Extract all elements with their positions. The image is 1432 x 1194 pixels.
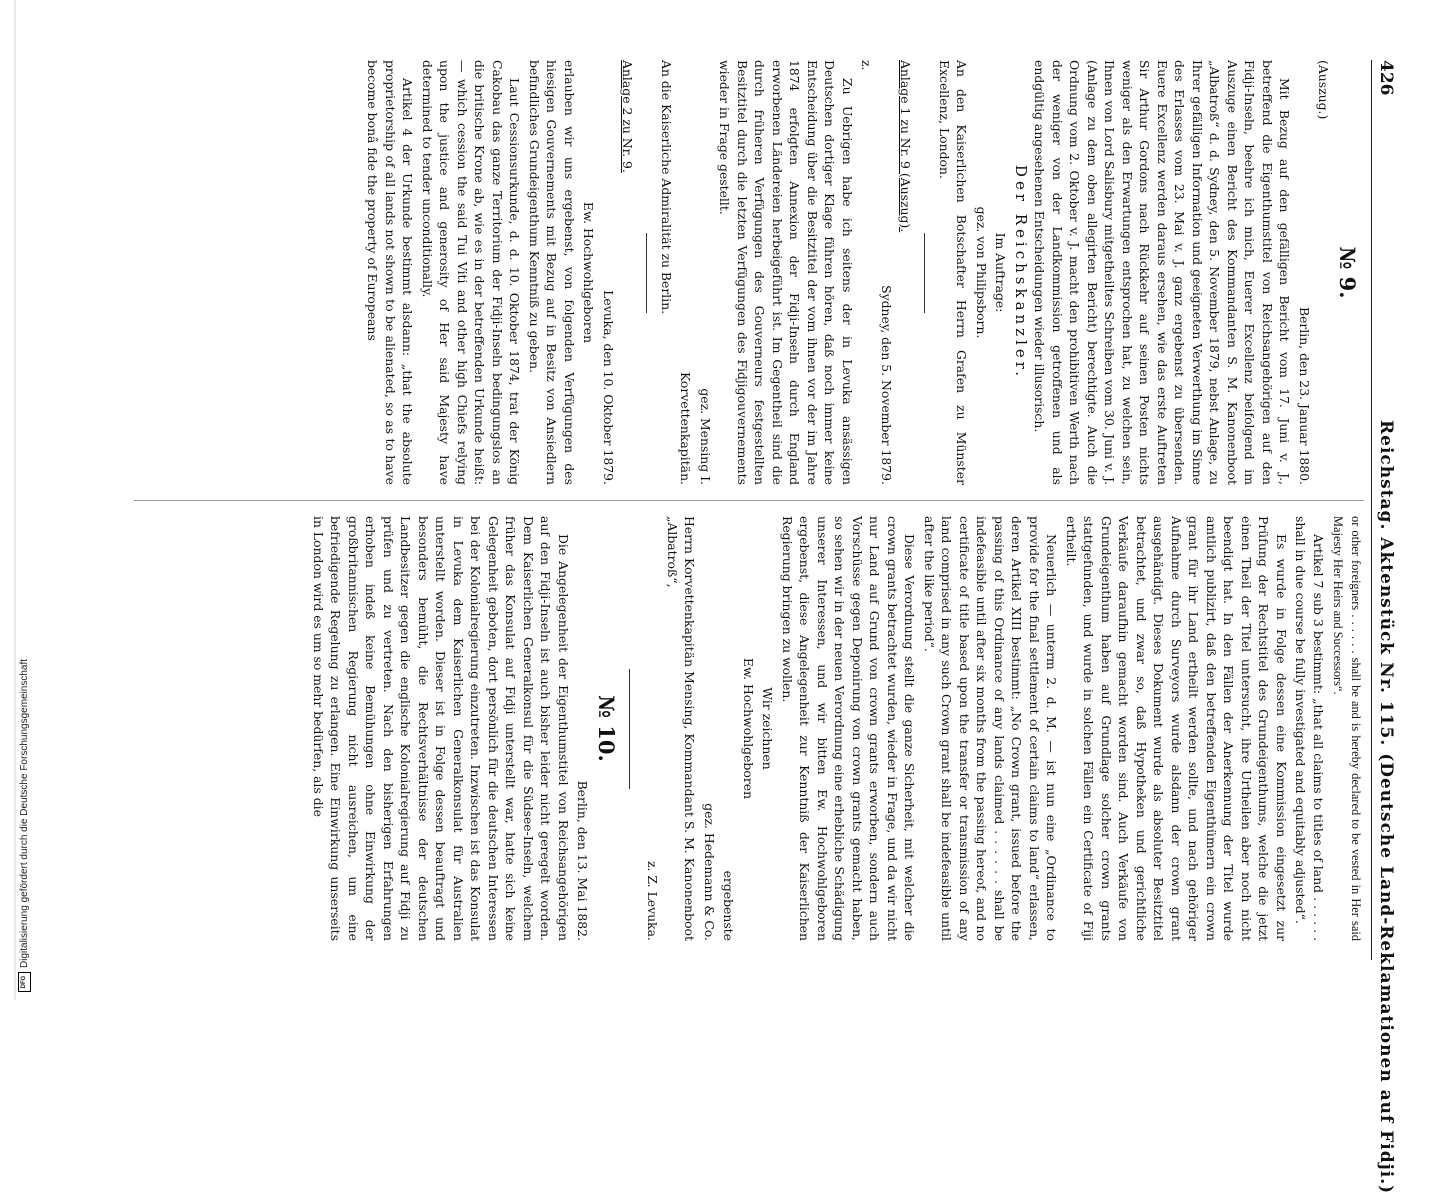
column-separator <box>134 500 1364 501</box>
signature-name: gez. von Philipsborn. <box>974 206 989 339</box>
paragraph: Neuerlich — unterm 2. d. M. — ist nun eine „Ordinance to provide for the final settlement of certain claims to land“ erlassen, deren Artikel XIII bestimmt: „No Crown grant, issued before the passing of this Ordinance of any lands claimed . . . . . . shall be indefeasible until after six months from the passing hereof, and no certificate of title based upon the transfer or transmission of any land comprised in any such Crown grant shall be indefeasible until after the like period“. <box>922 516 1060 941</box>
right-column <box>308 516 1365 941</box>
paragraph: or other foreigners . . . . . . shall be and is hereby declared to be vested in Her said Majesty Her Heirs and Successors“. <box>1331 516 1363 941</box>
running-title: Reichstag. Aktenstück Nr. 115. (Deutsche Land-Reklamationen auf Fidji.) <box>1376 420 1396 1194</box>
scan-edge <box>1424 0 1432 1000</box>
recipient: Herrn Korvettenkapitän Mensing, Kommandant S. M. Kanonenboot „Albatroß“, <box>665 516 698 941</box>
divider <box>925 233 926 313</box>
annex-heading: Anlage 2 zu Nr. 9. <box>620 60 636 173</box>
signature-line: ergebenste <box>721 870 737 941</box>
page-number: 426 <box>1376 60 1396 96</box>
dateline: Berlin, den 13. Mai 1882. <box>575 780 591 941</box>
addressee: An den Kaiserlichen Botschafter Herrn Grafen zu Münster Excellenz, London. <box>937 60 970 485</box>
dfg-logo: DFG <box>18 972 31 992</box>
doc-number-9: № 9. <box>1335 246 1360 299</box>
annex-heading: Anlage 1 zu Nr. 9 (Auszug). <box>898 60 914 233</box>
recipient-place: z. Z. Levuka. <box>645 860 661 941</box>
digitization-credit <box>18 432 31 992</box>
paragraph: Es wurde in Folge dessen eine Kommission eingesetzt zur Prüfung der Rechtstitel des Grundeigenthums, welche die jetzt einen Theil der Titel untersucht, ihre Urtheilen aber noch nicht beendigt hat. In den Fällen der Anerkennung der Titel wurde amtlich publizirt, daß den betreffenden Eigenthümern ein crown grant für ihr Land ertheilt werden sollte, und nach gehöriger Aufnahme durch Surveyors wurde alsdann der crown grant ausgehändigt. Dieses Dokument wurde als absoluter Besitztitel betrachtet, und zwar so, daß Hypotheken und gerichtliche Verkäufe daraufhin gemacht worden sind. Auch Verkäufe von Grundeigenthum haben auf Grundlage solcher crown grants stattgefunden, und wurde in solchen Fällen ein Certificate of Fiji ertheilt. <box>1064 516 1289 941</box>
paragraph: erlauben wir uns ergebenst, von folgenden Verfügungen des hiesigen Gouvernements mit Bezug auf in Besitz von Ansiedlern befindliches Grundeigenthum Kenntniß zu geben. <box>527 60 577 485</box>
annex-signature: gez. Mensing I. <box>698 388 713 485</box>
scan-footer <box>0 0 30 1000</box>
salutation: Ew. Hochwohlgeboren <box>741 657 756 800</box>
signature-rank: Der Reichskanzler. <box>1012 164 1030 381</box>
divider <box>647 233 648 313</box>
annex-addressee: An die Kaiserliche Admiralität zu Berlin. <box>659 60 674 315</box>
dateline: Berlin, den 23. Januar 1880. <box>1297 306 1312 485</box>
paragraph: Die Angelegenheit der Eigenthumstitel von Reichsangehörigen auf den Fidji-Inseln ist auch bisher leider nicht geregelt worden. Dem Kaiserlichen Generalkonsul für die Südsee-Inseln, welchem früher das Konsulat auf Fidji unterstellt war, hatte sich keine Gelegenheit geboten, dort persönlich für die deutschen Interessen bei der Kolonialregierung einzutreten. Inzwischen ist das Konsulat in Levuka dem Kaiserlichen Generalkonsulat für Australien unterstellt worden. Dieser ist in Folge dessen beauftragt und besonders bemüht, die Rechtsverhältnisse der deutschen Landbesitzer gegen die englische Kolonialregierung auf Fidji zu prüfen und zu vertreten. Nach den bisherigen Erfahrungen erhoben indeß keine Bemühungen ohne Einwirkung der großbritannischen Regierung nicht ausreichen, um eine befriedigende Regelung zu erlangen. Eine Einwirkung unserseits in London wird es um so mehr bedürfen, als die <box>311 516 571 941</box>
signature-order: Im Auftrage: <box>993 232 1009 313</box>
annex-dateline: Sydney, den 5. November 1879. <box>879 285 894 485</box>
paragraph: Artikel 4 der Urkunde bestimmt alsdann: „that the absolute proprietorship of all lands not shown to be alienated, so as to have become bonâ fide the property of Europeans <box>365 60 416 485</box>
divider <box>629 669 630 789</box>
annex-dateline: Levuka, den 10. Oktober 1879. <box>601 290 616 485</box>
left-column <box>362 60 1364 485</box>
paragraph: Zu Uebrigen habe ich seitens der in Levuka ansässigen Deutschen dortiger Klage führen hören, daß noch immer keine Entscheidung über die Besitztitel der vom ihnen vor der im Jahre 1874 erfolgten Annexion der Fidji-Inseln durch England erworbenen Ländereien herbeigeführt ist. Im Gegentheil sind die durch früheren Verfügungen des Gouverneurs festgestellten Besitztitel durch die letzten Verfügungen des Fidjigouvernements wieder in Frage gestellt. <box>717 60 855 485</box>
paragraph: Laut Cessionsurkunde, d. d. 10. Oktober 1874, trat der König Cakobau das ganze Territorium der Fidji-Inseln bedingungslos an die britische Krone ab, wie es in der betreffenden Urkunde heißt: — which cession the said Tui Viti and other high Chiefs relying upon the justice and generosity of Her said Majesty have determined to tender unconditionally. <box>420 60 523 485</box>
paragraph: Artikel 7 sub 3 bestimmt: „that all claims to titles of land . . . . . . shall in due course be fully investigated and equitably adjusted“. <box>1293 516 1326 941</box>
excerpt-label: (Auszug.) <box>1316 60 1332 120</box>
salutation: Ew. Hochwohlgeboren <box>581 201 597 344</box>
rotated-page <box>98 60 1398 1194</box>
signature-name: gez. Hedemann & Co. <box>702 803 717 941</box>
running-head <box>1371 60 1398 1194</box>
doc-number-10: № 10. <box>594 695 619 762</box>
closing: Wir zeichnen <box>760 687 776 770</box>
paragraph: Diese Verordnung stellt die ganze Sicherheit, mit welcher die crown grants betrachtet wurden, wieder in Frage, und da wir nicht nur Land auf Grund von crown grants erworben, sondern auch Vorschüsse gegen Deponirung von crown grants gemacht haben, so sehen wir in der neuen Verordnung eine erhebliche Schädigung unserer Interessen, und wir bitten Ew. Hochwohlgeboren ergebenst, diese Angelegenheit zur Kenntniß der Kaiserlichen Regierung bringen zu wollen. <box>780 516 918 941</box>
footer-text: Digitalisierung gefördert durch die Deutsche Forschungsgemeinschaft <box>19 658 30 968</box>
annex-abbr: z. <box>859 60 875 71</box>
paragraph: Mit Bezug auf den gefälligen Bericht vom 17. Juni v. J., betreffend die Eigenthumstitel von Reichsangehörigen auf den Fidji-Inseln, beehre ich mich, Euerer Excellenz beifolgend im Auszuge einen Bericht des Kommandanten S. M. Kanonenboot „Albatroß“ d. d. Sydney, den 5. November 1879, nebst Anlage, zu Ihrer gefälligen Information und geeigneten Verwerthung im Sinne des Erlasses vom 23. Mai v. J. ganz ergebenst zu übersenden. Euere Excellenz werden daraus ersehen, wie das erste Auftreten Sir Arthur Gordons nach Rückkehr auf seinen Posten nichts weniger als den Erwartungen entsprochen hat, zu welchen sein, Ihnen von Lord Salisbury mitgetheiltes Schreiben vom 30. Juni v. J. (Anlage zu dem oben allegirten Bericht) berechtigte. Auch die Ordnung vom 2. Oktober v. J. macht den prohibitiven Werth nach der weniger von der Landkommission getroffenen und als endgültig angesehenen Entscheidungen wieder illusorisch. <box>1032 60 1293 485</box>
annex-signature-rank: Korvettenkapitän. <box>678 372 694 485</box>
